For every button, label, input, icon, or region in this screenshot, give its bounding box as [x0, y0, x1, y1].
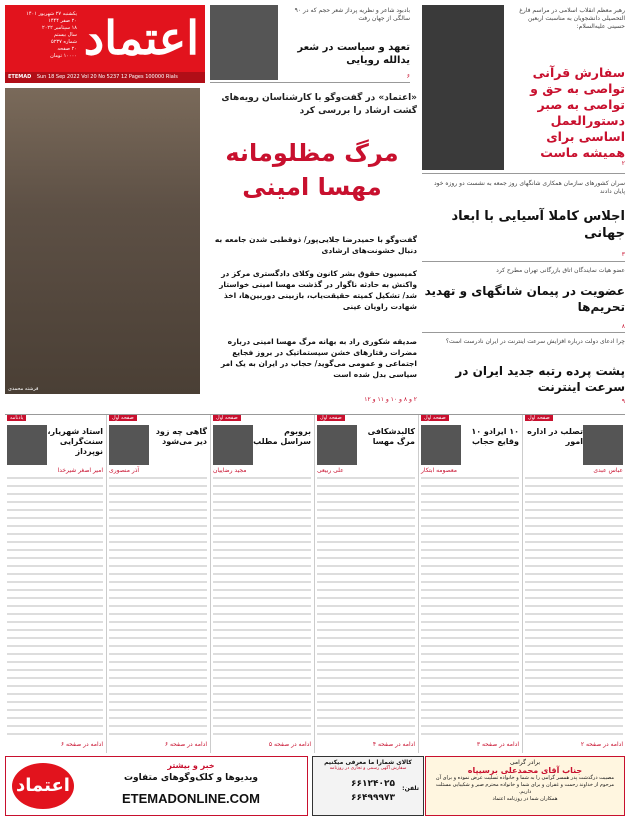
story2-title[interactable]: اجلاس کاملا آسیایی با ابعاد جهانی — [451, 209, 625, 241]
story4-lead: چرا ادعای دولت درباره افزایش سرعت اینترنت در ایران نادرست است؟ — [445, 338, 625, 345]
main-bullet-1: گفت‌وگو با حمیدرضا جلایی‌پور/ ذوقطبی شدن جامعه به دنبال خشونت‌های ارشادی — [214, 235, 417, 255]
main-bullet-2: کمیسیون حقوق بشر کانون وکلای دادگستری مرکز در واکنش به حادثه ناگوار در گذشت مهسا امینی خواستار شد/ تشکیل کمیته حقیقت‌یاب، بازبینی دوربین‌ها، اخذ شهادت راویان عینی — [219, 269, 417, 311]
right-top-lead: رهبر معظم انقلاب اسلامی در مراسم فارغ التحصیلی دانشجویان به مناسبت اربعین حسینی علیه‌السلام: — [519, 7, 625, 30]
column-author: آذر منصوری — [109, 467, 140, 474]
column-title: کالبدشکافی مرگ مهسا — [367, 427, 415, 446]
column-kicker: صفحه اول — [421, 415, 449, 421]
date-hijri: ۲۰ صفر ۱۴۴۴ — [48, 18, 77, 24]
column-6[interactable] — [5, 415, 105, 753]
condolence-title: برادر گرامی — [509, 759, 541, 766]
story2-lead: سران کشورهای سازمان همکاری شانگهای روز جمعه به نشست دو روزه خود پایان دادند — [433, 180, 625, 195]
right-top-title[interactable]: سفارش قرآنی تواصی به حق و تواصی به صبر دستورالعمل اساسی برای همیشه ماست — [530, 65, 625, 160]
condolence-body: مصیبت درگذشت پدر همسر گرامی را به شما و خانواده تسلیت عرض نموده و برای آن مرحوم از خداوند رحمت و غفران و برای شما و خانواده محترم صبر و شکیبایی مسئلت داریم. — [435, 775, 615, 795]
column-more[interactable]: ادامه در صفحه ۳ — [476, 741, 519, 748]
condolence-sign: همکاران شما در روزنامه اعتماد — [492, 796, 558, 802]
column-kicker: صفحه اول — [317, 415, 345, 421]
divider — [422, 332, 625, 333]
column-author: عباس عبدی — [593, 467, 623, 474]
main-title-2: مهسا امینی — [242, 173, 382, 201]
price: ۱۰۰۰۰ تومان — [50, 53, 77, 59]
right-column — [422, 5, 625, 410]
column-kicker: صفحه اول — [109, 415, 137, 421]
phone-label: تلفن: — [402, 785, 419, 792]
main-pages: ۲ و ۸ و ۱۰ و ۱۱ و ۱۲ — [364, 396, 417, 403]
column-4[interactable] — [210, 415, 313, 753]
author-photo — [583, 425, 623, 465]
column-3[interactable] — [314, 415, 417, 753]
main-title-1: مرگ مظلومانه — [225, 139, 399, 167]
ad-condolence — [425, 756, 625, 816]
top-teaser[interactable] — [210, 5, 410, 83]
column-body — [109, 477, 207, 737]
column-title: ۱۰ ایرادو ۱۰ وقایع حجاب — [471, 427, 519, 446]
author-photo — [109, 425, 149, 465]
story4-title[interactable]: پشت پرده رتبه جدید ایران در سرعت اینترنت — [455, 364, 625, 394]
divider — [422, 173, 625, 174]
phone-1: ۶۶۱۲۴۰۲۵ — [351, 779, 395, 789]
author-photo — [317, 425, 357, 465]
phone-2: ۶۶۴۹۹۹۷۳ — [351, 793, 395, 803]
teaser-lead: بادبود شاعر و نظریه پرداز شعر حجم که در ۹۰ سالگی از جهان رفت — [294, 7, 410, 22]
author-photo — [213, 425, 253, 465]
logo: اعتماد — [83, 11, 199, 65]
leader-photo — [422, 5, 504, 170]
story3-page: ۸ — [621, 323, 625, 330]
column-more[interactable]: ادامه در صفحه ۴ — [372, 741, 415, 748]
online-line1: خبر و بیشتر — [167, 761, 215, 770]
column-body — [7, 477, 103, 737]
column-author: علی ربیعی — [317, 467, 344, 474]
column-1[interactable] — [522, 415, 625, 753]
teaser-page: ۶ — [406, 73, 410, 80]
ad-classified[interactable] — [312, 756, 424, 816]
column-title: تصلب در اداره امور — [527, 427, 583, 446]
column-title: بروبوم سراسل مطلب — [253, 427, 311, 446]
ad-online[interactable] — [5, 756, 308, 816]
issue: شماره ۵۲۳۷ — [51, 39, 77, 45]
teaser-photo — [210, 5, 278, 80]
classified-sub: سفارش آگهی رسمی و تجاری در روزنامه — [329, 766, 407, 771]
column-body — [525, 477, 623, 737]
story3-title[interactable]: عضویت در پیمان شانگهای و تهدید تحریم‌ها — [424, 284, 625, 314]
author-photo — [421, 425, 461, 465]
column-more[interactable]: ادامه در صفحه ۵ — [268, 741, 311, 748]
condolence-name: جناب آقای محمدعلی برسیپاه — [467, 766, 583, 775]
online-line2: ویدیوها و کلک‌وگوهای متفاوت — [123, 773, 258, 783]
column-5[interactable] — [106, 415, 209, 753]
masthead-info — [11, 11, 77, 60]
main-lead: «اعتماد» در گفت‌وگو با کارشناسان رویه‌های گشت ارشاد را بررسی کرد — [221, 93, 417, 116]
online-logo: اعتماد — [12, 763, 74, 809]
column-body — [213, 477, 311, 737]
column-more[interactable]: ادامه در صفحه ۶ — [60, 741, 103, 748]
main-bullet-3: صدیقه شکوری راد به بهانه مرگ مهسا امینی درباره مضرات رفتارهای خشن سیستماتیک در بروز فجایع اجتماعی و عمومی می‌گوید/ حجاب در ایران به یک امر سیاسی بدل شده است — [220, 337, 417, 379]
column-body — [317, 477, 415, 737]
column-2[interactable] — [418, 415, 521, 753]
photo-credit: فرشته محمدی — [8, 386, 39, 392]
column-author: امیر اصغر شیرخدا — [57, 467, 103, 474]
author-photo — [7, 425, 47, 465]
main-story[interactable] — [5, 88, 417, 410]
right-top-page: ۲ — [621, 160, 625, 167]
column-author: معصومه ابتکار — [421, 467, 457, 474]
teaser-title: تعهد و سیاست در شعر یدالله رویایی — [297, 42, 410, 66]
pages: ۲۰ صفحه — [57, 46, 77, 52]
online-url[interactable]: ETEMADONLINE.COM — [122, 791, 260, 806]
column-author: مجید رضاییان — [213, 467, 247, 474]
year: سال بیستم — [53, 32, 77, 38]
masthead-strip — [5, 72, 205, 83]
divider — [422, 261, 625, 262]
column-more[interactable]: ادامه در صفحه ۶ — [164, 741, 207, 748]
story2-page: ۳ — [621, 251, 625, 258]
latin-name: ETEMAD — [8, 74, 32, 80]
story4-page: ۹ — [621, 398, 625, 405]
column-title: گاهی چه زود دیر می‌شود — [155, 427, 207, 446]
column-title: استاد شهریار، سنت‌گرایی نوپرداز — [47, 427, 103, 456]
classified-head: کالای شمارا ما معرفی میکنیم — [324, 759, 412, 766]
date-en: ۱۸ سپتامبر ۲۰۲۲ — [42, 25, 77, 31]
story3-lead: عضو هیات نمایندگان اتاق بازرگانی تهران مطرح کرد — [496, 267, 625, 274]
date-fa: یکشنبه ۲۷ شهریور ۱۴۰۱ — [26, 11, 77, 17]
main-photo — [5, 88, 200, 394]
column-body — [421, 477, 519, 737]
column-kicker: صفحه اول — [213, 415, 241, 421]
column-kicker: یادنامه — [7, 415, 26, 421]
column-more[interactable]: ادامه در صفحه ۲ — [580, 741, 623, 748]
opinion-row — [5, 414, 625, 752]
column-kicker: صفحه اول — [525, 415, 553, 421]
masthead-strip-text: Sun 18 Sep 2022 Vol 20 No 5237 12 Pages 100000 Rials — [36, 74, 178, 80]
